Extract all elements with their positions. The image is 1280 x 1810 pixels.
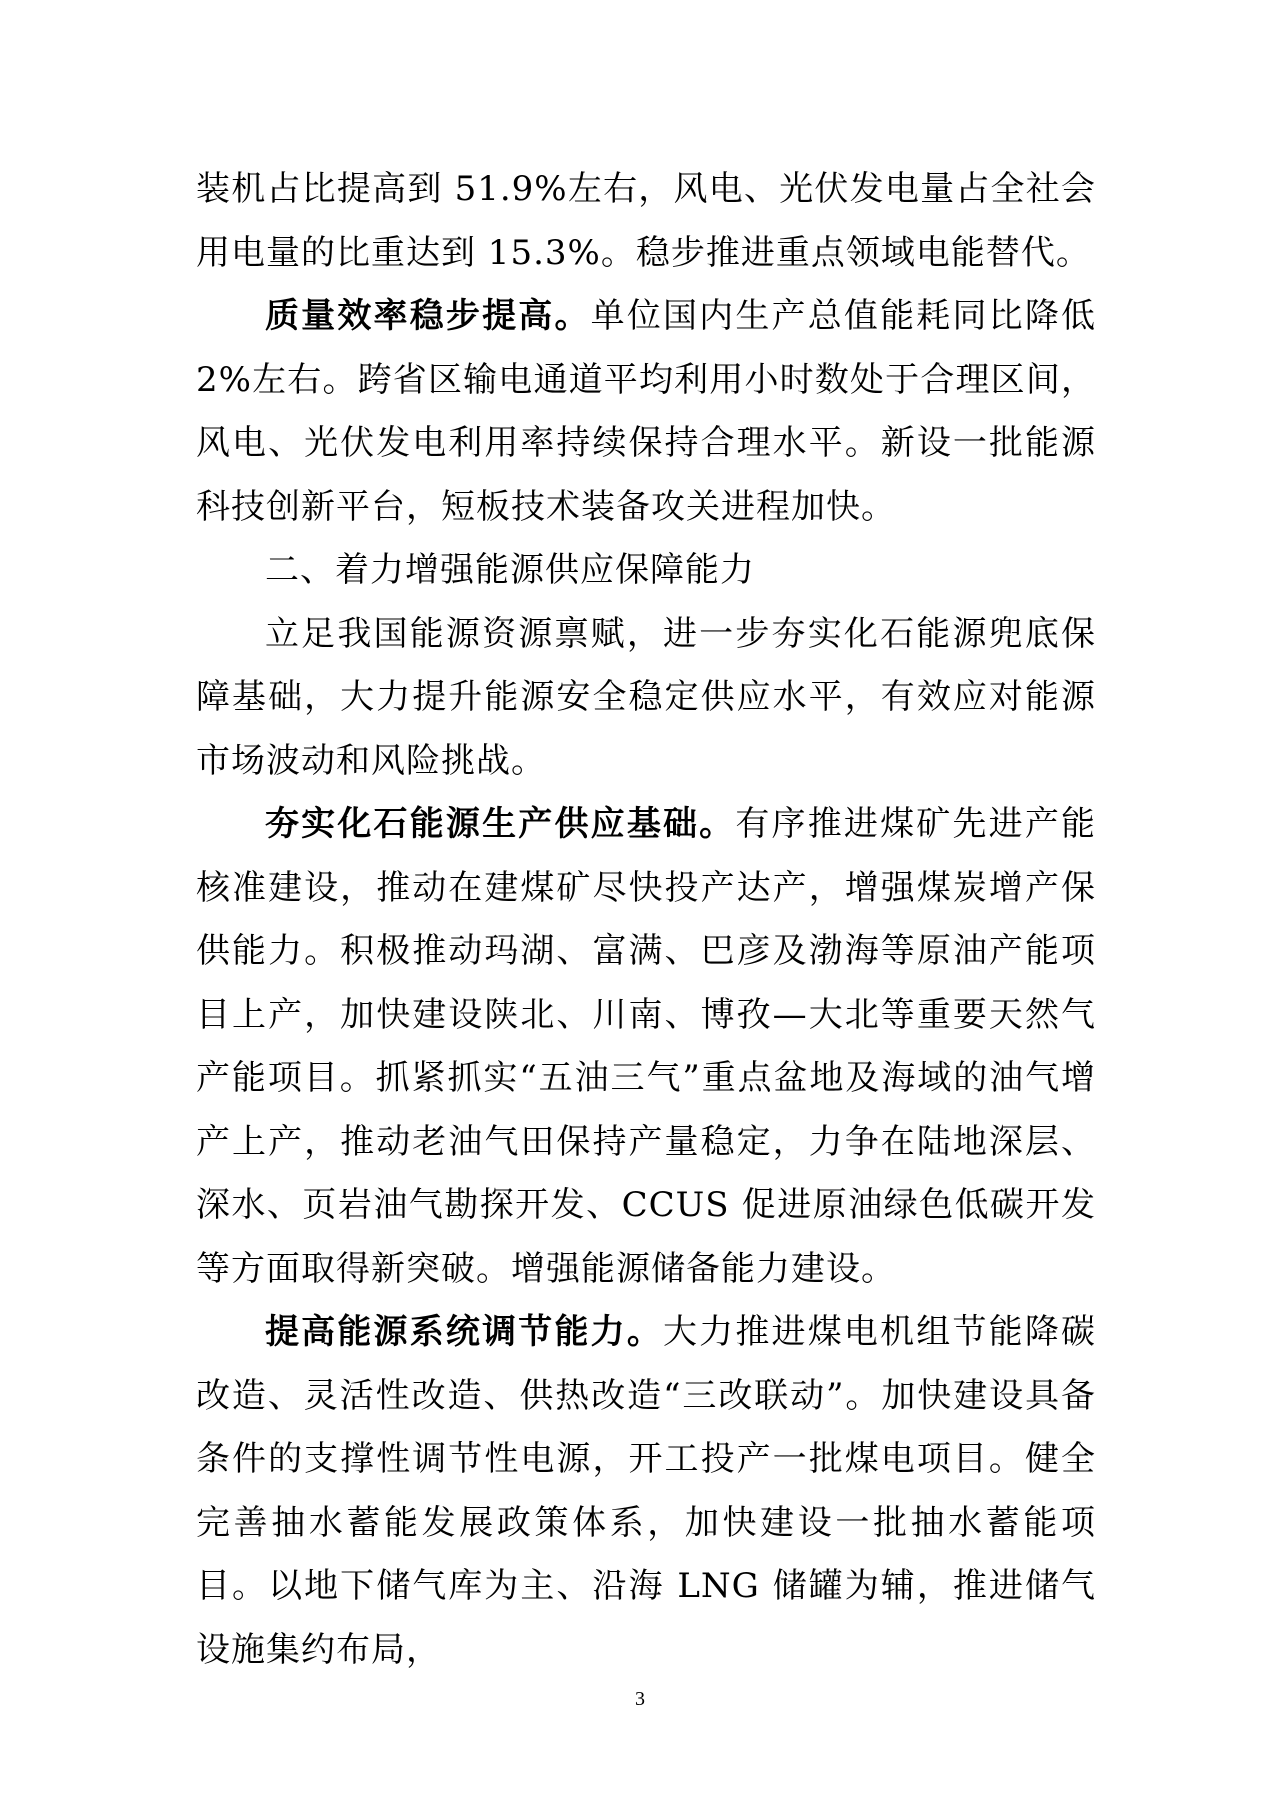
paragraph-1 bbox=[196, 158, 1096, 285]
paragraph-1-text: 装机占比提高到 51.9%左右，风电、光伏发电量占全社会用电量的比重达到 15.3%。稳步推进重点领域电能替代。 bbox=[196, 169, 1096, 273]
page-number: 3 bbox=[635, 1688, 645, 1710]
paragraph-4 bbox=[196, 603, 1096, 794]
paragraph-6 bbox=[196, 1301, 1096, 1682]
paragraph-5-lead: 夯实化石能源生产供应基础。 bbox=[265, 804, 736, 844]
paragraph-2 bbox=[196, 285, 1096, 539]
section-heading bbox=[196, 539, 1096, 603]
document-body bbox=[196, 158, 1096, 1682]
paragraph-2-lead: 质量效率稳步提高。 bbox=[265, 296, 591, 336]
paragraph-5-text: 有序推进煤矿先进产能核准建设，推动在建煤矿尽快投产达产，增强煤炭增产保供能力。积极推动玛湖、富满、巴彦及渤海等原油产能项目上产，加快建设陕北、川南、博孜—大北等重要天然气产能项目。抓紧抓实“五油三气”重点盆地及海域的油气增产上产，推动老油气田保持产量稳定，力争在陆地深层、深水、页岩油气勘探开发、CCUS 促进原油绿色低碳开发等方面取得新突破。增强能源储备能力建设。 bbox=[196, 804, 1097, 1289]
paragraph-4-text: 立足我国能源资源禀赋，进一步夯实化石能源兜底保障基础，大力提升能源安全稳定供应水平，有效应对能源市场波动和风险挑战。 bbox=[196, 613, 1096, 781]
paragraph-2-text: 单位国内生产总值能耗同比降低 2%左右。跨省区输电通道平均利用小时数处于合理区间，风电、光伏发电利用率持续保持合理水平。新设一批能源科技创新平台，短板技术装备攻关进程加快。 bbox=[196, 296, 1097, 527]
paragraph-5 bbox=[196, 793, 1096, 1301]
section-heading-text: 二、着力增强能源供应保障能力 bbox=[265, 550, 755, 590]
paragraph-6-text: 大力推进煤电机组节能降碳改造、灵活性改造、供热改造“三改联动”。加快建设具备条件的支撑性调节性电源，开工投产一批煤电项目。健全完善抽水蓄能发展政策体系，加快建设一批抽水蓄能项目。以地下储气库为主、沿海 LNG 储罐为辅，推进储气设施集约布局， bbox=[196, 1312, 1096, 1670]
paragraph-6-lead: 提高能源系统调节能力。 bbox=[265, 1312, 663, 1352]
